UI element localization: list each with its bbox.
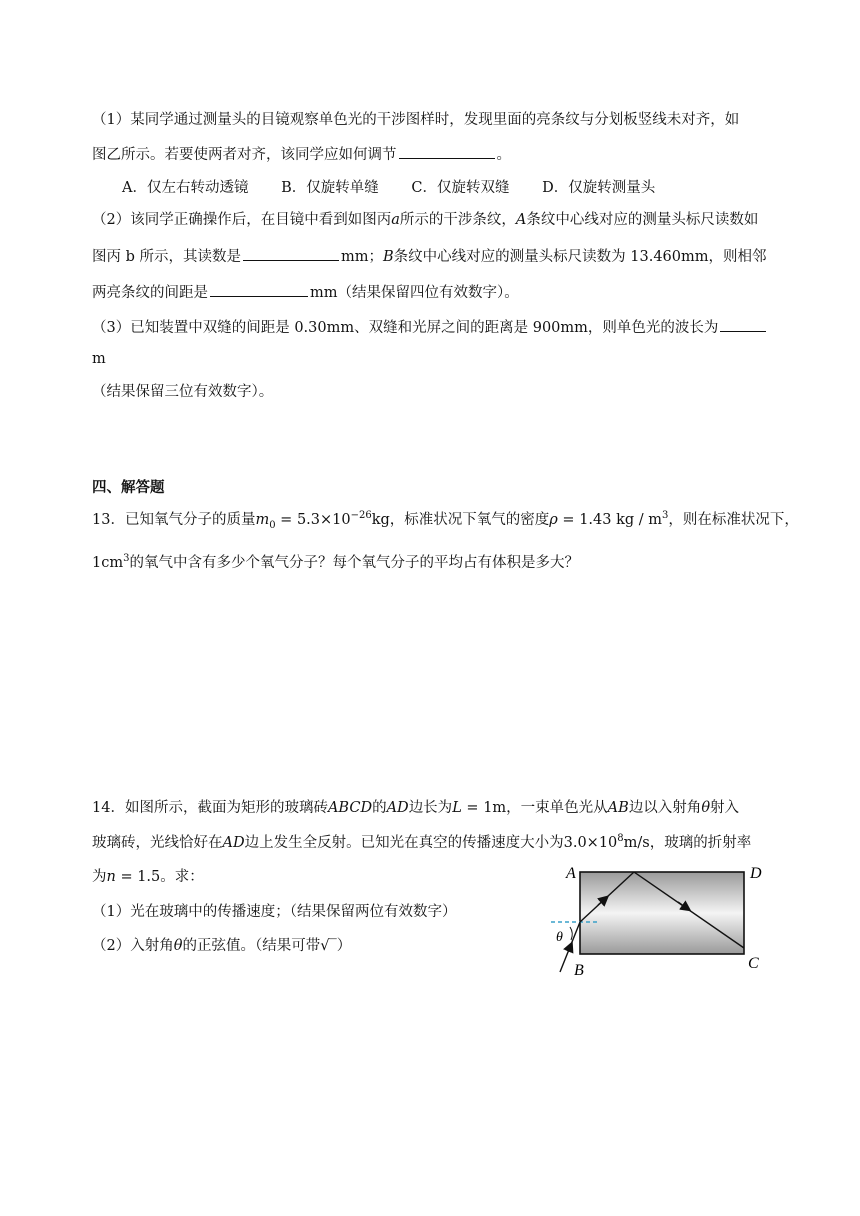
- var-m: m: [255, 512, 270, 528]
- var-n: n: [106, 869, 116, 885]
- q12-part1-text: （1）某同学通过测量头的目镜观察单色光的干涉图样时，发现里面的亮条纹与分划板竖线未对齐，如: [92, 112, 740, 128]
- text: 玻璃砖，光线恰好在: [92, 835, 223, 851]
- section-heading: 四、解答题: [92, 479, 165, 496]
- text: （2）入射角: [92, 938, 174, 954]
- q12-part2-line1: [92, 210, 758, 230]
- q14-line1: [92, 798, 739, 818]
- glass-brick-diagram: [548, 860, 770, 982]
- text: 13．已知氧气分子的质量: [92, 512, 256, 528]
- answer-blank-spacing[interactable]: [210, 281, 308, 297]
- label: AD: [222, 835, 245, 851]
- q12-part3-line2: [92, 349, 106, 369]
- q13-line1: [92, 510, 799, 530]
- value: 3.0×10: [563, 835, 618, 851]
- text: kg，标准状况下氧气的密度: [371, 512, 550, 528]
- label-B: B: [383, 249, 394, 265]
- exp: 8: [617, 833, 624, 845]
- q12-part1-line1: [92, 110, 739, 130]
- angle-arc: [570, 927, 572, 940]
- q14-line3: [92, 867, 204, 887]
- label: ABCD: [327, 800, 373, 816]
- value: = 1m: [461, 800, 507, 816]
- text: mm（结果保留四位有效数字）。: [310, 285, 519, 301]
- text: 射入: [710, 800, 740, 816]
- exp: −26: [350, 510, 372, 522]
- text: ，则在标准状况下，: [668, 512, 799, 528]
- incident-arrow: [568, 945, 571, 952]
- value: = 1.5: [115, 869, 161, 885]
- q12-part2-line3: [92, 281, 519, 303]
- unit: m: [92, 351, 106, 367]
- q12-part1-question: 图乙所示。若要使两者对齐，该同学应如何调节: [92, 147, 397, 163]
- sub: 0: [269, 519, 276, 531]
- text: 两亮条纹的间距是: [92, 285, 208, 301]
- option-d[interactable]: D．仅旋转测量头: [542, 180, 656, 196]
- q14-sub1: [92, 902, 456, 922]
- text: 所示的干涉条纹，: [399, 212, 516, 228]
- q14-line2: [92, 833, 751, 853]
- q12-part2-line2: [92, 245, 767, 267]
- text: 14．如图所示，截面为矩形的玻璃砖: [92, 800, 328, 816]
- q12-part3-line3: [92, 382, 273, 402]
- option-a[interactable]: A．仅左右转动透镜: [122, 180, 249, 196]
- text: （3）已知装置中双缝的间距是 0.30mm、双缝和光屏之间的距离是 900mm，则单色光的波长为: [92, 320, 719, 336]
- text: （2）该同学正确操作后，在目镜中看到如图丙: [92, 212, 392, 228]
- label-a: a: [391, 212, 400, 228]
- q12-part3-line1: [92, 316, 768, 338]
- option-c[interactable]: C．仅旋转双缝: [411, 180, 510, 196]
- q14-sub2: [92, 936, 351, 956]
- text: 边长为: [408, 800, 453, 816]
- exp: 3: [662, 510, 669, 522]
- q12-options: [122, 178, 683, 198]
- var-theta: θ: [173, 938, 183, 954]
- vertex-label-a: A: [566, 865, 576, 882]
- text: 的: [372, 800, 387, 816]
- glass-rectangle: [580, 872, 744, 954]
- vertex-label-d: D: [750, 865, 762, 882]
- text: 的正弦值。（结果可带√‾）: [182, 938, 352, 954]
- value: = 5.3×10: [275, 512, 351, 528]
- option-b[interactable]: B．仅旋转单缝: [281, 180, 379, 196]
- vertex-label-b: B: [574, 962, 584, 979]
- var-rho: ρ: [549, 512, 558, 528]
- text: 。求：: [160, 869, 204, 885]
- q13-line2: [92, 553, 579, 573]
- text: 为: [92, 869, 107, 885]
- text: 边上发生全反射。已知光在真空的传播速度大小为: [244, 835, 564, 851]
- q12-part1-line2: [92, 143, 511, 165]
- answer-blank-wavelength[interactable]: [720, 316, 766, 332]
- value: 1cm: [92, 555, 124, 571]
- value: = 1.43 kg / m: [557, 512, 663, 528]
- text: m/s，玻璃的折射率: [623, 835, 752, 851]
- text: 条纹中心线对应的测量头标尺读数如: [526, 212, 759, 228]
- text: 边以入射角: [628, 800, 702, 816]
- text: 图丙 b 所示，其读数是: [92, 249, 241, 265]
- text: ，一束单色光从: [506, 800, 608, 816]
- var-theta: θ: [701, 800, 711, 816]
- text: 的氧气中含有多少个氧气分子？每个氧气分子的平均占有体积是多大？: [129, 555, 579, 571]
- answer-blank-reading[interactable]: [243, 245, 339, 261]
- unit: mm；: [341, 249, 383, 265]
- text: （1）光在玻璃中的传播速度；（结果保留两位有效数字）: [92, 904, 457, 920]
- text: 条纹中心线对应的测量头标尺读数为 13.460mm，则相邻: [393, 249, 767, 265]
- label-A: A: [515, 212, 527, 228]
- angle-label-theta: θ: [556, 930, 563, 945]
- text: （结果保留三位有效数字）。: [92, 384, 274, 400]
- vertex-label-c: C: [748, 955, 759, 972]
- label: AD: [386, 800, 409, 816]
- exp: 3: [123, 553, 130, 565]
- var-L: L: [452, 800, 462, 816]
- punct: 。: [496, 147, 511, 163]
- label: AB: [607, 800, 629, 816]
- answer-blank-adjust[interactable]: [399, 143, 495, 159]
